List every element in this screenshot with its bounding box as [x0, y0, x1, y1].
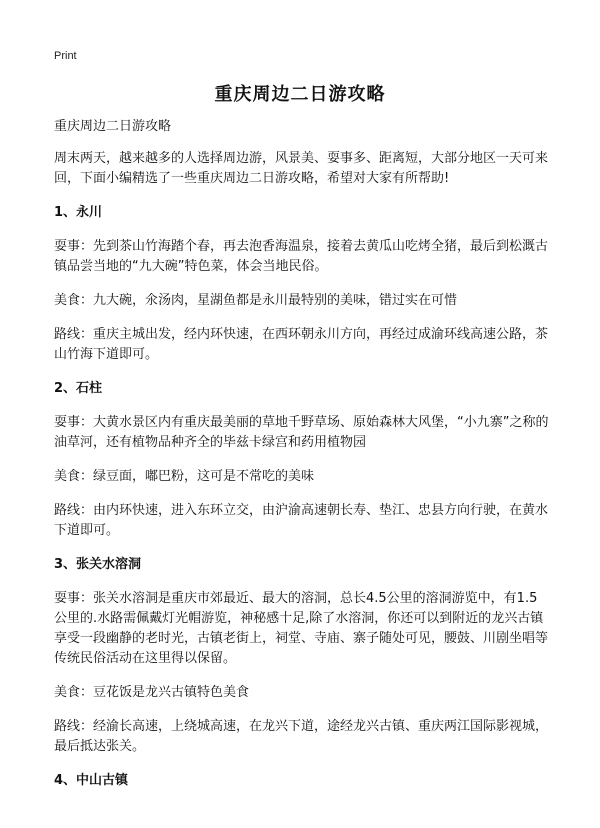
print-link[interactable]: Print — [54, 50, 77, 62]
section-play-shizhu: 耍事：大黄水景区内有重庆最美丽的草地千野草场、原始森林大风堡，“小九寨”之称的油草河，还有植物品种齐全的毕兹卡绿宫和药用植物园 — [54, 415, 549, 450]
section-route-shizhu: 路线：由内环快速，进入东环立交，由沪渝高速朝长寿、垫江、忠县方向行驶，在黄水下道即可。 — [54, 503, 549, 538]
intro-paragraph: 周末两天，越来越多的人选择周边游，风景美、耍事多、距离短，大部分地区一天可来回，下面小编精选了一些重庆周边二日游攻略，希望对大家有所帮助! — [54, 151, 549, 186]
article-subtitle: 重庆周边二日游攻略 — [54, 119, 172, 134]
section-food-shizhu: 美食：绿豆面，嘟巴粉，这可是不常吃的美味 — [54, 469, 315, 484]
section-heading-zhangguan: 3、张关水溶洞 — [54, 557, 142, 572]
section-heading-yongchuan: 1、永川 — [54, 205, 103, 220]
section-heading-zhongshan: 4、中山古镇 — [54, 773, 129, 788]
section-route-yongchuan: 路线：重庆主城出发，经内环快速，在西环朝永川方向，再经过成渝环线高速公路，茶山竹海下道即可。 — [54, 327, 549, 362]
section-play-zhangguan: 耍事：张关水溶洞是重庆市郊最近、最大的溶洞，总长4.5公里的溶洞游览中，有1.5公里的.水路需佩戴灯光帽游览，神秘感十足,除了水溶洞，你还可以到附近的龙兴古镇享受一段幽静的老时光，古镇老街上，祠堂、寺庙、寨子随处可见，腰鼓、川剧坐唱等传统民俗活动在这里得以保留。 — [54, 591, 549, 666]
section-route-zhangguan: 路线：经渝长高速，上绕城高速，在龙兴下道，途经龙兴古镇、重庆两江国际影视城，最后抵达张关。 — [54, 719, 549, 754]
section-heading-shizhu: 2、石柱 — [54, 381, 103, 396]
page-title: 重庆周边二日游攻略 — [214, 84, 386, 105]
section-play-yongchuan: 耍事：先到茶山竹海踏个春，再去泡香海温泉，接着去黄瓜山吃烤全猪，最后到松溉古镇品尝当地的“九大碗”特色菜，体会当地民俗。 — [54, 239, 549, 274]
article-body — [54, 117, 550, 805]
section-food-zhangguan: 美食：豆花饭是龙兴古镇特色美食 — [54, 685, 250, 700]
section-food-yongchuan: 美食：九大碗，氽汤肉，星湖鱼都是永川最特别的美味，错过实在可惜 — [54, 293, 458, 308]
